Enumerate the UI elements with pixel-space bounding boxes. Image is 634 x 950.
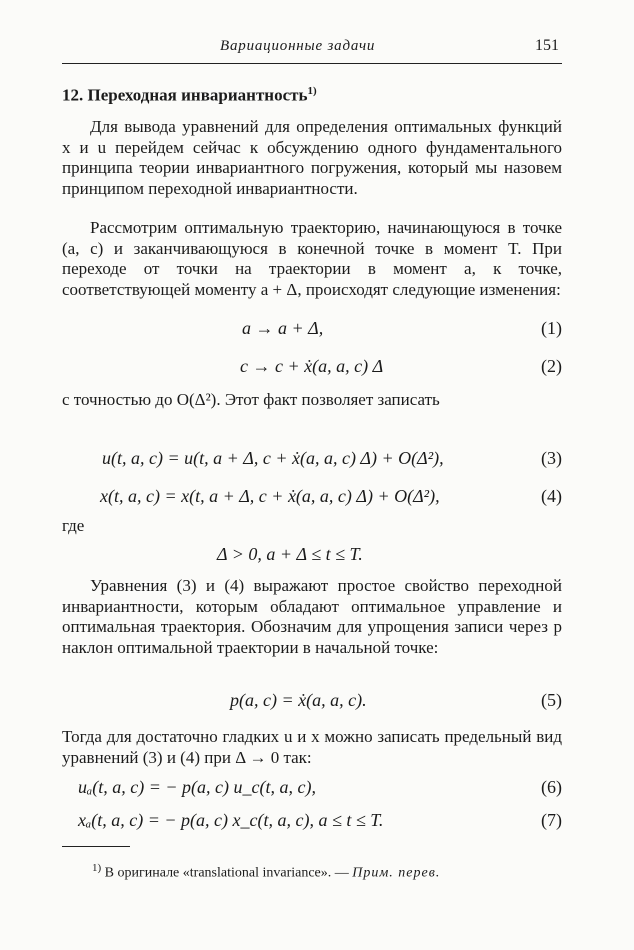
equation-2-formula: c → c + ẋ(a, a, c) Δ — [240, 356, 384, 376]
equation-7-formula: xₐ(t, a, c) = − p(a, c) x_c(t, a, c), a ≤ t ≤ T. — [78, 810, 384, 830]
section-heading — [62, 85, 317, 106]
header-rule — [62, 63, 562, 64]
equation-4-number: (4) — [541, 486, 562, 506]
running-header-title: Вариационные задачи — [220, 38, 376, 54]
equation-6-formula: uₐ(t, a, c) = − p(a, c) u_c(t, a, c), — [78, 777, 316, 797]
equation-6-number: (6) — [541, 777, 562, 797]
footnote — [92, 862, 440, 882]
footnote-rule — [62, 846, 130, 847]
equation-7 — [62, 810, 562, 834]
footnote-dash: — — [331, 865, 353, 881]
equation-4-formula: x(t, a, c) = x(t, a + Δ, c + ẋ(a, a, c) Δ) + O(Δ²), — [100, 486, 440, 506]
paragraph-precision: с точностью до O(Δ²). Этот факт позволяет записать — [62, 390, 440, 409]
equation-3 — [62, 448, 562, 472]
paragraph-limit: Тогда для достаточно гладких u и x можно записать предельный вид уравнений (3) и (4) при Δ → 0 так: — [62, 727, 562, 767]
paragraph-invariance: Уравнения (3) и (4) выражают простое свойство переходной инвариантности, которым обладают оптимальное управление и оптимальная траектория. Обозначим для упрощения записи через p наклон оптимальной траектории в начальной точке: — [62, 576, 562, 657]
equation-7-number: (7) — [541, 810, 562, 830]
equation-4 — [62, 486, 562, 510]
equation-6 — [62, 777, 562, 801]
equation-1 — [62, 318, 562, 342]
section-number: 12. — [62, 85, 84, 105]
footnote-mark: 1) — [92, 862, 102, 874]
equation-5-formula: p(a, c) = ẋ(a, a, c). — [230, 690, 367, 710]
section-footnote-mark: 1) — [307, 85, 317, 97]
equation-3-formula: u(t, a, c) = u(t, a + Δ, c + ẋ(a, a, c) Δ) + O(Δ²), — [102, 448, 444, 468]
footnote-abbreviation: Прим. перев. — [352, 865, 441, 881]
equation-1-formula: a → a + Δ, — [242, 318, 324, 338]
equation-1-number: (1) — [541, 318, 562, 338]
equation-2-number: (2) — [541, 356, 562, 376]
equation-condition — [62, 544, 562, 568]
equation-5-number: (5) — [541, 690, 562, 710]
page-number: 151 — [535, 37, 559, 54]
footnote-text: В оригинале «translational invariance». — [104, 865, 332, 881]
equation-condition-formula: Δ > 0, a + Δ ≤ t ≤ T. — [217, 544, 363, 564]
equation-3-number: (3) — [541, 448, 562, 468]
paragraph-where: где — [62, 516, 85, 535]
equation-5 — [62, 690, 562, 714]
section-title: Переходная инвариантность — [87, 85, 308, 105]
paragraph-intro: Для вывода уравнений для определения оптимальных функций x и u перейдем сейчас к обсуждению одного фундаментального принципа теории инвариантного погружения, который мы назовем принципом переходной инвариантности. — [62, 117, 562, 198]
equation-2 — [62, 356, 562, 380]
paragraph-trajectory: Рассмотрим оптимальную траекторию, начинающуюся в точке (a, c) и заканчивающуюся в конечной точке в момент T. При переходе от точки на траектории в момент a, к точке, соответствующей моменту a + Δ, происходят следующие изменения: — [62, 218, 562, 299]
